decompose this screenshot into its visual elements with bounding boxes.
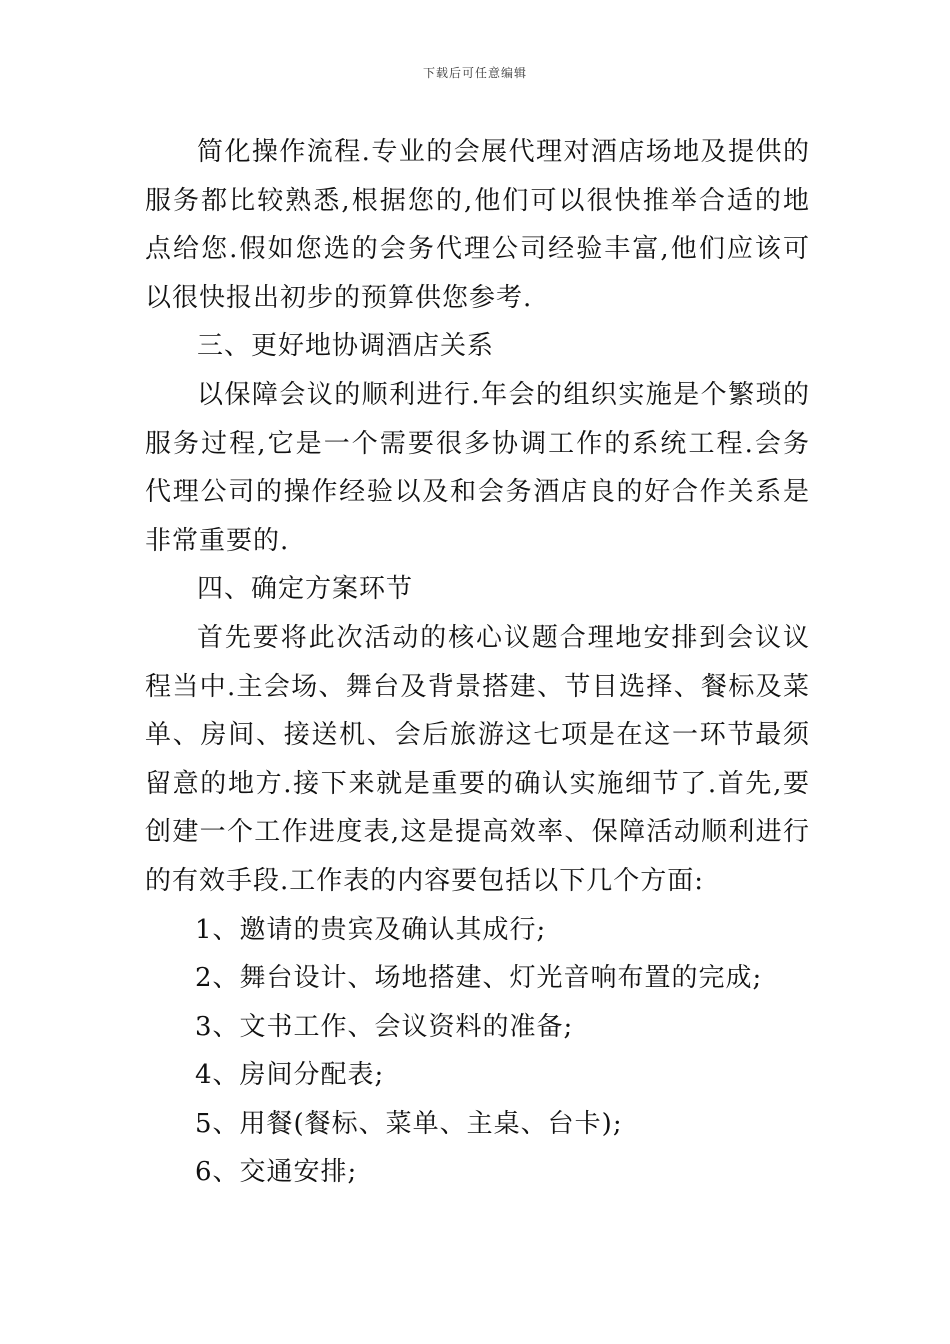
list-item: 4、房间分配表;: [195, 1060, 385, 1091]
section-heading-4: 四、确定方案环节: [197, 574, 414, 605]
document-body: [145, 128, 810, 1197]
list-item: 2、舞台设计、场地搭建、灯光音响布置的完成;: [195, 963, 763, 994]
page-header: 下载后可任意编辑: [422, 66, 527, 80]
paragraph-plan-stage: 首先要将此次活动的核心议题合理地安排到会议议程当中.主会场、舞台及背景搭建、节目选择、餐标及菜单、房间、接送机、会后旅游这七项是在这一环节最须留意的地方.接下来就是重要的确认实施细节了.首先,要创建一个工作进度表,这是提高效率、保障活动顺利进行的有效手段.工作表的内容要包括以下几个方面:: [145, 622, 810, 896]
paragraph-hotel-relations: 以保障会议的顺利进行.年会的组织实施是个繁琐的服务过程,它是一个需要很多协调工作的系统工程.会务代理公司的操作经验以及和会务酒店良的好合作关系是非常重要的.: [145, 379, 810, 556]
paragraph-simplify-process: 简化操作流程.专业的会展代理对酒店场地及提供的服务都比较熟悉,根据您的,他们可以很快推举合适的地点给您.假如您选的会务代理公司经验丰富,他们应该可以很快报出初步的预算供您参考.: [145, 137, 810, 313]
work-schedule-list: [145, 906, 810, 1198]
list-item: 3、文书工作、会议资料的准备;: [195, 1011, 574, 1042]
list-item: 6、交通安排;: [195, 1157, 358, 1188]
list-item: 5、用餐(餐标、菜单、主桌、台卡);: [195, 1108, 623, 1139]
section-heading-3: 三、更好地协调酒店关系: [197, 331, 495, 362]
list-item: 1、邀请的贵宾及确认其成行;: [195, 914, 547, 945]
